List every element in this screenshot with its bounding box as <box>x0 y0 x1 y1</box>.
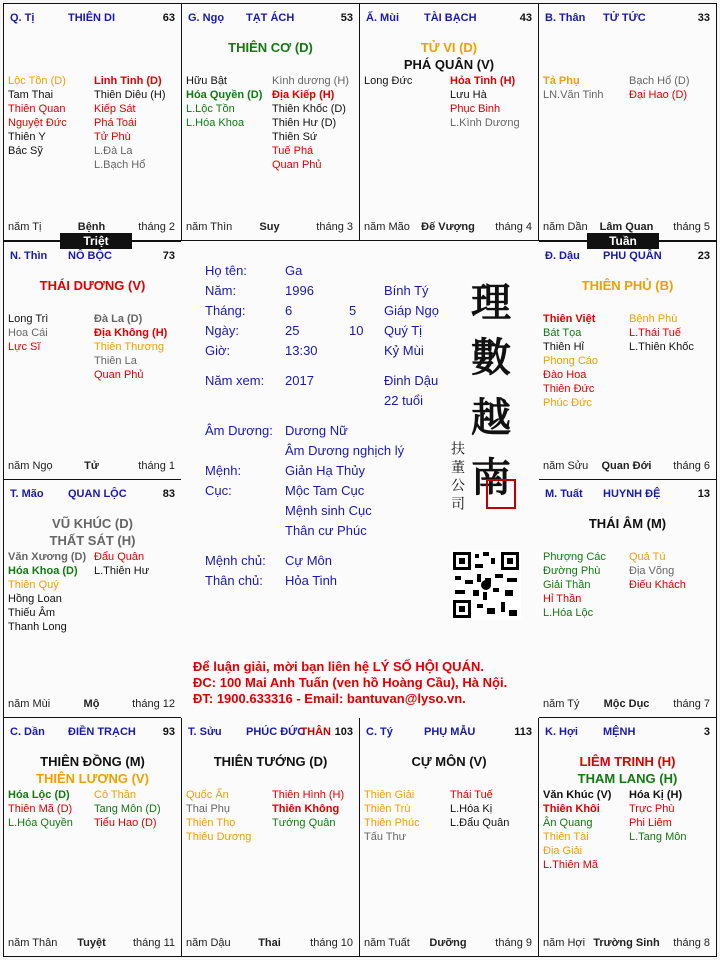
palace-year: năm Tý <box>543 698 580 710</box>
thanchu-value: Hỏa Tinh <box>285 573 338 588</box>
day-label: Ngày: <box>205 323 239 338</box>
major-star: THIÊN PHỦ (B) <box>581 278 674 293</box>
qr-code-icon[interactable] <box>451 550 521 620</box>
palace-month: tháng 9 <box>495 937 532 949</box>
age-value: 22 tuổi <box>384 393 424 408</box>
contact-address: ĐC: 100 Mai Anh Tuấn (ven hồ Hoàng Cầu), Hà Nội. <box>193 675 508 690</box>
minor-star: Tam Thai <box>8 89 54 101</box>
minor-star: Hỏa Tinh (H) <box>450 75 516 87</box>
palace-house: PHỤ MẪU <box>424 726 476 738</box>
palace-year: năm Mão <box>364 221 410 233</box>
minor-star: Ân Quang <box>543 817 593 829</box>
minor-star: Tang Môn (D) <box>94 803 161 815</box>
palace-age: 83 <box>162 488 175 500</box>
minor-star: Đẩu Quân <box>94 551 145 563</box>
palace-house: ĐIỀN TRẠCH <box>68 726 136 738</box>
palace-footer <box>186 221 353 234</box>
menh-label: Mệnh: <box>205 463 242 478</box>
major-star: THẤT SÁT (H) <box>49 533 136 548</box>
palace-ty[interactable] <box>359 717 539 957</box>
right-stars <box>94 788 161 830</box>
minor-star: Tấu Thư <box>364 831 407 843</box>
right-stars <box>94 74 166 172</box>
palace-than[interactable] <box>538 3 717 241</box>
palace-hoi[interactable] <box>538 717 717 957</box>
minor-star: L.Thiên Mã <box>543 859 599 871</box>
minor-star: Thiên Hình (H) <box>272 789 345 801</box>
palace-age: 63 <box>162 12 175 24</box>
palace-header <box>10 488 175 502</box>
month-can: Giáp Ngọ <box>384 303 439 318</box>
minor-star: Thiên Quý <box>8 579 59 591</box>
minor-star: Thiên Giải <box>364 789 415 801</box>
palace-year: năm Tị <box>8 221 42 233</box>
minor-star: L.Đẩu Quân <box>450 817 510 829</box>
minor-star: Phá Toái <box>94 117 137 129</box>
palace-age: 33 <box>697 12 710 24</box>
palace-header <box>10 250 175 264</box>
palace-house: QUAN LỘC <box>68 488 127 500</box>
minor-star: Kình dương (H) <box>272 75 349 87</box>
right-stars <box>450 74 520 130</box>
minor-star: Thiên Hỉ <box>543 341 584 353</box>
name-value: Ga <box>285 263 303 278</box>
view-year-can: Đinh Dậu <box>384 373 439 388</box>
minor-star: Địa Kiếp (H) <box>272 89 335 101</box>
minor-star: Hồng Loan <box>8 593 62 605</box>
minor-star: Long Đức <box>364 75 413 87</box>
minor-star: Hỉ Thần <box>543 593 582 605</box>
minor-star: Lưu Hà <box>450 89 487 101</box>
palace-month: tháng 7 <box>673 698 710 710</box>
menh-value: Giản Hạ Thủy <box>285 463 365 478</box>
major-star: THIÊN LƯƠNG (V) <box>36 771 149 786</box>
right-stars <box>272 74 349 172</box>
major-star: PHÁ QUÂN (V) <box>403 57 495 72</box>
minor-star: Quan Phủ <box>272 159 322 171</box>
palace-age: 113 <box>514 726 532 738</box>
year-label: Năm: <box>205 283 237 298</box>
right-stars <box>629 74 690 102</box>
palace-footer <box>543 937 710 950</box>
palace-header <box>10 12 175 26</box>
minor-star: Phi Liêm <box>629 817 672 829</box>
palace-house: TỬ TỨC <box>603 12 646 24</box>
palace-house: PHÚC ĐỨC <box>246 726 306 738</box>
calligraphy-char-2: 數 <box>471 334 511 381</box>
major-star: THÁI ÂM (M) <box>588 516 667 531</box>
red-seal-icon <box>486 479 516 509</box>
palace-house: TẠT ÁCH <box>246 12 295 24</box>
palace-age: 3 <box>703 726 710 738</box>
minor-star: Giải Thần <box>543 579 591 591</box>
right-stars <box>629 312 694 354</box>
palace-year: năm Dậu <box>186 937 231 949</box>
minor-star: Hóa Lộc (D) <box>8 789 70 801</box>
palace-position: Ấ. Mùi <box>366 12 399 24</box>
palace-phase: Tử <box>84 460 99 472</box>
minor-star: L.Tang Môn <box>629 831 687 843</box>
palace-phase: Dưỡng <box>429 937 467 949</box>
year-value: 1996 <box>285 283 314 298</box>
major-star: THIÊN TƯỚNG (D) <box>213 754 328 769</box>
palace-house: NÔ BỘC <box>68 250 112 262</box>
minor-star: L.Hóa Quyền <box>8 817 73 829</box>
minor-star: Thiên Thọ <box>186 817 236 829</box>
than-cu: Thân cư Phúc <box>285 523 367 538</box>
palace-year: năm Thìn <box>186 221 233 233</box>
calligraphy-char-4: 南 <box>471 454 511 501</box>
palace-footer <box>8 937 175 950</box>
left-stars <box>186 788 251 844</box>
palace-month: tháng 10 <box>310 937 353 949</box>
right-stars <box>629 550 686 592</box>
left-stars <box>8 788 73 830</box>
menhchu-value: Cự Môn <box>285 553 332 568</box>
palace-footer <box>543 460 710 473</box>
minor-star: Thiên Y <box>8 131 46 143</box>
palace-year: năm Sửu <box>543 460 589 472</box>
left-stars <box>364 74 412 88</box>
palace-year: năm Mùi <box>8 698 51 710</box>
hour-value: 13:30 <box>285 343 318 358</box>
menhchu-label: Mệnh chủ: <box>205 553 266 568</box>
amduong-label: Âm Dương: <box>205 423 273 438</box>
palace-footer <box>364 937 532 950</box>
right-stars <box>94 312 167 382</box>
minor-star: L.Hóa Lộc <box>543 607 594 619</box>
palace-position: N. Thìn <box>10 250 48 262</box>
minor-star: Phục Binh <box>450 103 501 115</box>
palace-phase: Lâm Quan <box>599 221 654 233</box>
palace-footer <box>8 698 175 711</box>
minor-star: Địa Không (H) <box>94 327 168 339</box>
minor-star: Hóa Khoa (D) <box>8 565 78 577</box>
major-star: THIÊN CƠ (D) <box>228 40 313 55</box>
minor-star: Thai Phụ <box>186 803 231 815</box>
minor-star: Quan Phủ <box>94 369 144 381</box>
hour-label: Giờ: <box>205 343 231 358</box>
palace-phase: Thai <box>258 937 281 949</box>
left-stars <box>8 74 67 158</box>
minor-star: Thái Tuế <box>450 789 493 801</box>
day-lunar: 10 <box>349 323 364 338</box>
minor-star: L.Lộc Tồn <box>186 103 235 115</box>
palace-ti[interactable] <box>3 3 182 241</box>
name-label: Họ tên: <box>205 263 247 278</box>
minor-star: Đào Hoa <box>543 369 587 381</box>
palace-month: tháng 5 <box>673 221 710 233</box>
palace-age: 13 <box>697 488 710 500</box>
minor-star: Tả Phụ <box>543 75 580 87</box>
left-stars <box>543 788 611 872</box>
palace-dau[interactable] <box>538 241 717 480</box>
palace-suu[interactable] <box>181 717 360 957</box>
day-can: Quý Tị <box>384 323 423 338</box>
major-star: TỬ VI (D) <box>420 40 478 55</box>
minor-star: Lực Sĩ <box>8 341 41 353</box>
month-label: Tháng: <box>205 303 246 318</box>
month-lunar: 5 <box>349 303 357 318</box>
minor-star: Thiên Mã (D) <box>8 803 73 815</box>
palace-phase: Mộc Dục <box>603 698 650 710</box>
palace-age: 93 <box>162 726 175 738</box>
right-stars <box>272 788 344 830</box>
palace-footer <box>364 221 532 234</box>
minor-star: Thiếu Âm <box>8 607 56 619</box>
palace-month: tháng 2 <box>138 221 175 233</box>
cuc-relation: Mệnh sinh Cục <box>285 503 372 518</box>
minor-star: L.Hóa Kị <box>450 803 493 815</box>
palace-month: tháng 8 <box>673 937 710 949</box>
year-can: Bính Tý <box>384 283 429 298</box>
right-stars <box>629 788 686 844</box>
palace-header <box>545 12 710 26</box>
minor-star: Địa Võng <box>629 565 675 577</box>
major-star: VŨ KHÚC (D) <box>52 516 133 531</box>
major-star: THÁI DƯƠNG (V) <box>39 278 146 293</box>
palace-house: THIÊN DI <box>68 12 116 24</box>
minor-star: Thanh Long <box>8 621 67 633</box>
major-star: THAM LANG (H) <box>577 771 678 786</box>
view-year-label: Năm xem: <box>205 373 265 388</box>
minor-star: Thiên Khốc (D) <box>272 103 346 115</box>
minor-star: Long Trì <box>8 313 49 325</box>
palace-age: 103 <box>334 726 353 738</box>
view-year-value: 2017 <box>285 373 314 388</box>
palace-house: PHU QUÂN <box>603 250 662 262</box>
amduong-value: Dương Nữ <box>285 423 348 438</box>
palace-footer <box>543 698 710 711</box>
palace-position: M. Tuất <box>545 488 583 500</box>
minor-star: Thiên Diêu (H) <box>94 89 166 101</box>
palace-footer <box>8 460 175 473</box>
palace-position: Đ. Dậu <box>545 250 580 262</box>
right-stars <box>450 788 509 830</box>
palace-header <box>545 488 710 502</box>
palace-month: tháng 4 <box>495 221 532 233</box>
minor-star: Thiên Không <box>272 803 340 815</box>
palace-phase: Tuyệt <box>77 937 106 949</box>
minor-star: Bát Tọa <box>543 327 582 339</box>
palace-mao[interactable] <box>3 479 182 718</box>
contact-note: Để luận giải, mời bạn liên hệ LÝ SỐ HỘI QUÁN. <box>193 659 484 674</box>
palace-month: tháng 12 <box>132 698 175 710</box>
palace-footer <box>186 937 353 950</box>
palace-header <box>10 726 175 740</box>
minor-star: L.Bạch Hổ <box>94 159 146 171</box>
right-stars <box>94 550 149 578</box>
minor-star: Hữu Bật <box>186 75 227 87</box>
minor-star: L.Thái Tuế <box>629 327 681 339</box>
major-star: CỰ MÔN (V) <box>411 754 487 769</box>
palace-header <box>366 12 532 26</box>
palace-mui[interactable] <box>359 3 539 241</box>
palace-phase: Mộ <box>83 698 100 710</box>
minor-star: Nguyệt Đức <box>8 117 67 129</box>
palace-year: năm Tuất <box>364 937 410 949</box>
palace-header <box>545 726 710 740</box>
palace-year: năm Ngọ <box>8 460 53 472</box>
palace-year: năm Dần <box>543 221 588 233</box>
calligraphy-char-1: 理 <box>471 279 511 326</box>
minor-star: Tử Phù <box>94 131 131 143</box>
minor-star: Thiên Sứ <box>272 131 318 143</box>
minor-star: Điếu Khách <box>629 579 686 591</box>
minor-star: L.Đà La <box>94 145 133 157</box>
minor-star: Phượng Các <box>543 551 606 563</box>
palace-month: tháng 11 <box>132 937 175 949</box>
left-stars <box>8 550 86 634</box>
palace-phase: Bệnh <box>77 221 106 233</box>
palace-header <box>366 726 532 740</box>
minor-star: Thiên Việt <box>543 313 596 325</box>
center-info-panel <box>181 241 539 718</box>
palace-year: năm Thân <box>8 937 58 949</box>
palace-dan[interactable] <box>3 717 182 957</box>
palace-position: B. Thân <box>545 12 586 24</box>
minor-star: Thiên Khôi <box>543 803 600 815</box>
palace-year: năm Hợi <box>543 937 586 949</box>
minor-star: Tiểu Hao (D) <box>94 817 157 829</box>
palace-header <box>545 250 710 264</box>
hour-can: Kỷ Mùi <box>384 343 424 358</box>
minor-star: Linh Tinh (D) <box>94 75 162 87</box>
minor-star: Kiếp Sát <box>94 103 136 115</box>
cuc-label: Cục: <box>205 483 232 498</box>
major-star: THIÊN ĐỒNG (M) <box>40 754 145 769</box>
palace-month: tháng 3 <box>316 221 353 233</box>
palace-phase: Đế Vượng <box>421 221 475 233</box>
palace-header <box>188 12 353 26</box>
day-value: 25 <box>285 323 300 338</box>
minor-star: Phong Cáo <box>543 355 599 367</box>
minor-star: Lộc Tồn (D) <box>8 75 66 87</box>
minor-star: Thiên La <box>94 355 137 367</box>
major-star: LIÊM TRINH (H) <box>579 754 676 769</box>
palace-age: 23 <box>697 250 710 262</box>
minor-star: Bạch Hổ (D) <box>629 75 690 87</box>
left-stars <box>186 74 262 130</box>
minor-star: Đại Hao (D) <box>629 89 688 101</box>
minor-star: Văn Xương (D) <box>8 551 87 563</box>
minor-star: L.Hóa Khoa <box>186 117 245 129</box>
palace-month: tháng 6 <box>673 460 710 472</box>
minor-star: Cô Thần <box>94 789 136 801</box>
palace-position: C. Tý <box>366 726 393 738</box>
minor-star: Hóa Quyền (D) <box>186 89 263 101</box>
palace-thin[interactable] <box>3 241 182 480</box>
minor-star: Thiên Đức <box>543 383 595 395</box>
left-stars <box>543 74 604 102</box>
minor-star: L.Kình Dương <box>450 117 520 129</box>
palace-ngo[interactable] <box>181 3 360 241</box>
minor-star: Hóa Kị (H) <box>629 789 683 801</box>
minor-star: Thiên Trù <box>364 803 411 815</box>
minor-star: Bác Sỹ <box>8 145 43 157</box>
palace-age: 43 <box>519 12 532 24</box>
left-stars <box>364 788 420 844</box>
triet-marker: Triệt <box>60 233 132 249</box>
palace-phase: Trường Sinh <box>593 937 660 949</box>
than-marker: THÂN <box>300 726 331 738</box>
palace-month: tháng 1 <box>138 460 175 472</box>
minor-star: Thiên Tài <box>543 831 589 843</box>
palace-age: 53 <box>340 12 353 24</box>
palace-position: G. Ngọ <box>188 12 225 24</box>
minor-star: Thiên Thương <box>94 341 165 353</box>
palace-house: TÀI BẠCH <box>424 12 477 24</box>
cuc-value: Mộc Tam Cục <box>285 483 365 498</box>
minor-star: Phúc Đức <box>543 397 592 409</box>
palace-tuat[interactable] <box>538 479 717 718</box>
palace-position: T. Sửu <box>188 726 222 738</box>
palace-phase: Quan Đới <box>601 460 652 472</box>
minor-star: Quả Tú <box>629 551 666 563</box>
left-stars <box>8 312 48 354</box>
minor-star: Tướng Quân <box>272 817 336 829</box>
palace-position: K. Hợi <box>545 726 578 738</box>
minor-star: Bệnh Phù <box>629 313 678 325</box>
minor-star: L.Thiên Khốc <box>629 341 694 353</box>
minor-star: Thiếu Dương <box>186 831 252 843</box>
seal-text: 扶 董 公 司 <box>449 441 465 511</box>
palace-house: MỆNH <box>603 726 636 738</box>
amduong-relation: Âm Dương nghịch lý <box>285 443 405 458</box>
minor-star: Đường Phù <box>543 565 601 577</box>
minor-star: Tuế Phá <box>272 145 314 157</box>
palace-phase: Suy <box>259 221 280 233</box>
left-stars <box>543 312 598 410</box>
minor-star: Văn Khúc (V) <box>543 789 612 801</box>
minor-star: Quốc Ấn <box>186 789 229 801</box>
palace-age: 73 <box>162 250 175 262</box>
contact-phone-email[interactable]: ĐT: 1900.633316 - Email: bantuvan@lyso.vn. <box>193 691 466 706</box>
minor-star: Thiên Phúc <box>364 817 420 829</box>
tuan-marker: Tuần <box>587 233 659 249</box>
palace-position: C. Dần <box>10 726 45 738</box>
month-value: 6 <box>285 303 293 318</box>
minor-star: Trực Phù <box>629 803 675 815</box>
minor-star: LN.Văn Tinh <box>543 89 604 101</box>
palace-house: HUYNH ĐỆ <box>603 488 661 500</box>
minor-star: Thiên Quan <box>8 103 66 115</box>
palace-position: T. Mão <box>10 488 44 500</box>
thanchu-label: Thân chủ: <box>205 573 263 588</box>
minor-star: Đà La (D) <box>94 313 143 325</box>
palace-position: Q. Tị <box>10 12 35 24</box>
palace-header <box>188 726 353 740</box>
left-stars <box>543 550 606 620</box>
minor-star: Hoa Cái <box>8 327 48 339</box>
minor-star: L.Thiên Hư <box>94 565 150 577</box>
minor-star: Địa Giải <box>543 845 583 857</box>
calligraphy-char-3: 越 <box>471 394 511 441</box>
minor-star: Thiên Hư (D) <box>272 117 337 129</box>
